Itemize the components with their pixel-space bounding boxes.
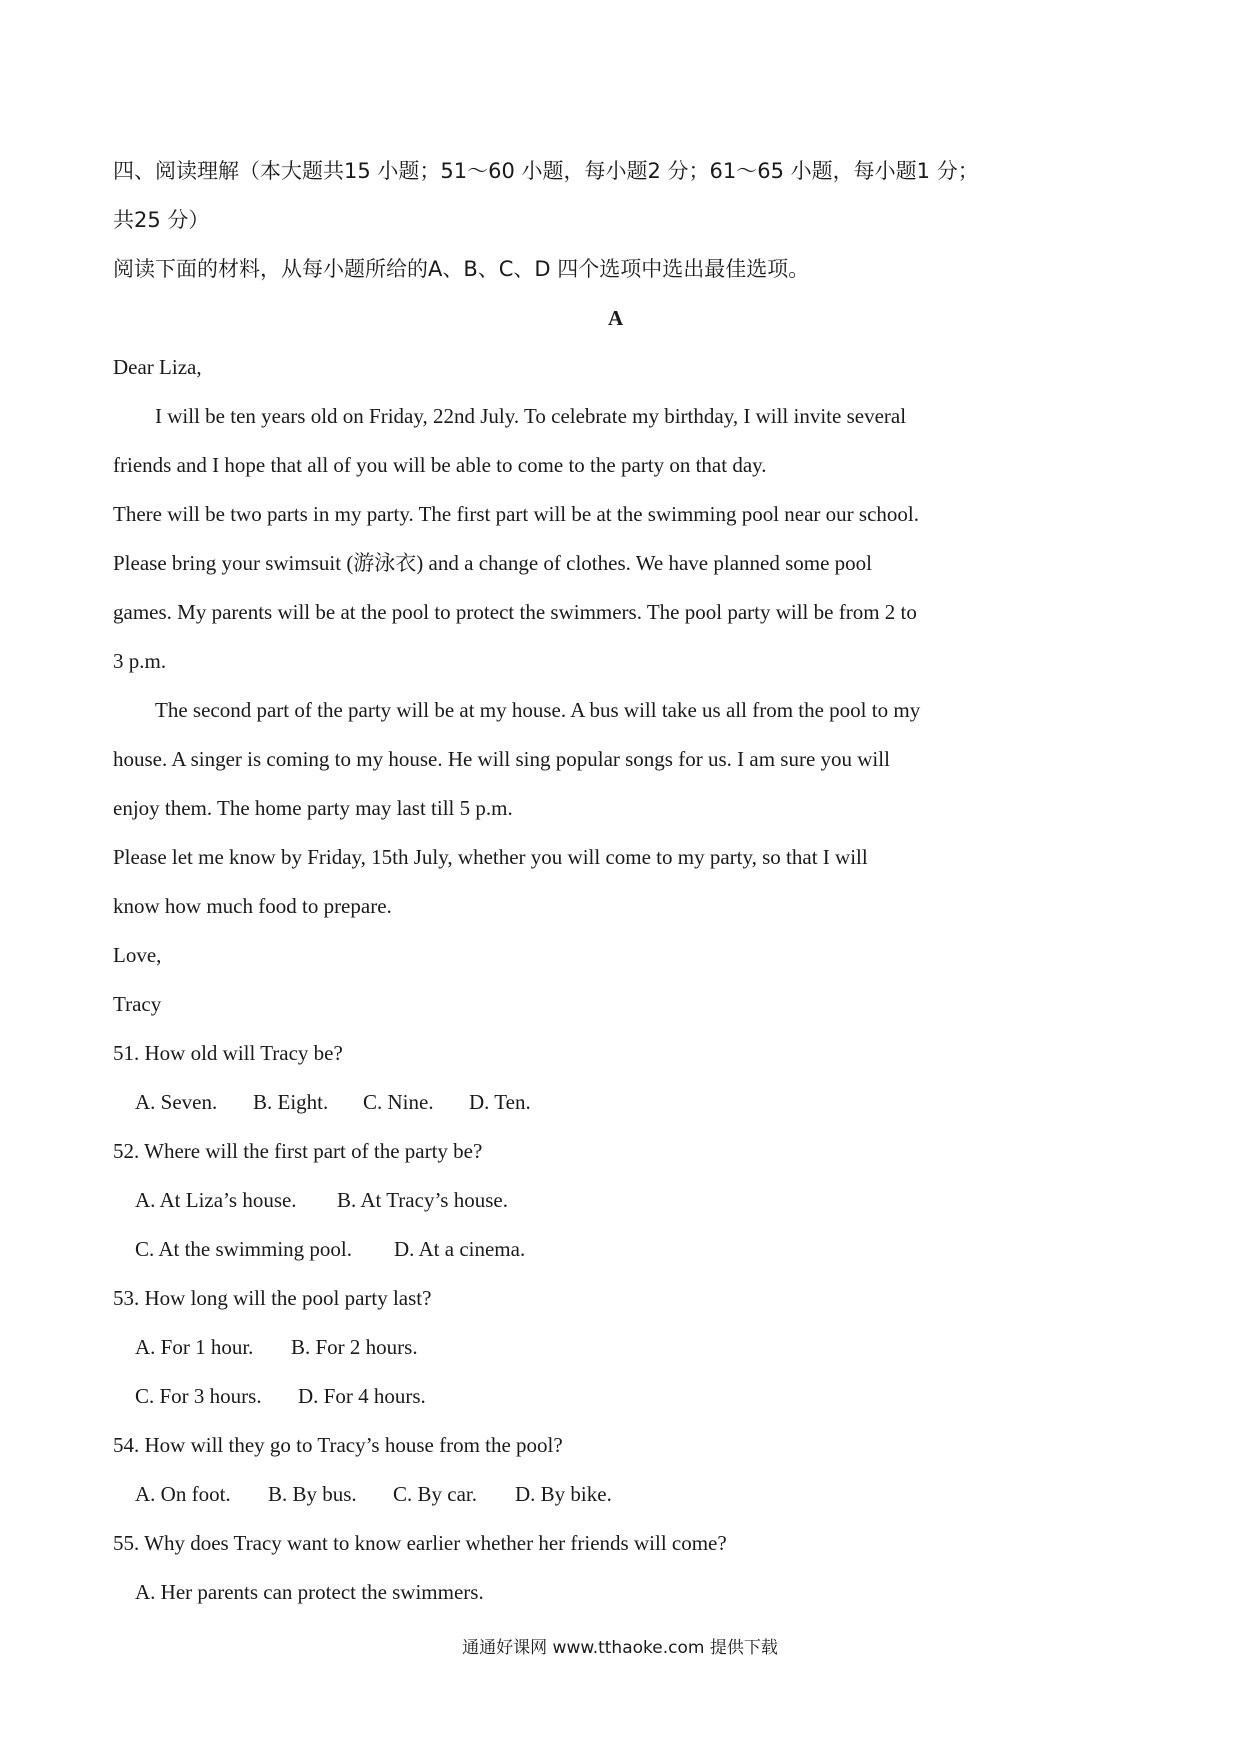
option-d: D. For 4 hours. [298, 1384, 426, 1408]
passage-line: house. A singer is coming to my house. He will sing popular songs for us. I am sure you will [113, 747, 890, 771]
option-row [135, 1088, 531, 1116]
option-a: A. For 1 hour. [135, 1335, 254, 1359]
passage-line: enjoy them. The home party may last till 5 p.m. [113, 796, 513, 820]
section-heading: 四、阅读理解（本大题共15 小题；51～60 小题，每小题2 分；61～65 小题，每小题1 分； [113, 159, 979, 183]
section-heading-continued: 共25 分） [113, 208, 210, 232]
option-a: A. On foot. [135, 1482, 231, 1506]
option-b: B. At Tracy’s house. [337, 1188, 508, 1212]
option-d: D. Ten. [469, 1090, 531, 1114]
option-d: D. At a cinema. [394, 1237, 526, 1261]
option-c: C. Nine. [363, 1090, 434, 1114]
option-c: C. For 3 hours. [135, 1384, 262, 1408]
option-c: C. By car. [393, 1482, 477, 1506]
passage-line: There will be two parts in my party. The first part will be at the swimming pool near our school. [113, 502, 919, 526]
question-stem: 52. Where will the first part of the party be? [113, 1139, 483, 1163]
option-d: D. By bike. [515, 1482, 612, 1506]
option-row [135, 1333, 418, 1361]
option-a: A. Seven. [135, 1090, 218, 1114]
question-stem: 53. How long will the pool party last? [113, 1286, 432, 1310]
passage-line: I will be ten years old on Friday, 22nd July. To celebrate my birthday, I will invite several [155, 404, 907, 428]
option-b: B. Eight. [253, 1090, 329, 1114]
option-row [135, 1235, 525, 1263]
option-b: B. For 2 hours. [291, 1335, 418, 1359]
passage-line: friends and I hope that all of you will be able to come to the party on that day. [113, 453, 767, 477]
passage-label: A [608, 306, 624, 330]
option-row [135, 1186, 508, 1214]
option-c: C. At the swimming pool. [135, 1237, 353, 1261]
option-a: A. Her parents can protect the swimmers. [135, 1580, 484, 1604]
option-a: A. At Liza’s house. [135, 1188, 297, 1212]
option-row [135, 1382, 426, 1410]
option-b: B. By bus. [268, 1482, 357, 1506]
option-row [135, 1480, 612, 1508]
question-stem: 55. Why does Tracy want to know earlier whether her friends will come? [113, 1531, 727, 1555]
passage-line: The second part of the party will be at my house. A bus will take us all from the pool to my [155, 698, 921, 722]
letter-greeting: Dear Liza, [113, 355, 202, 379]
passage-line: Please let me know by Friday, 15th July, whether you will come to my party, so that I will [113, 845, 868, 869]
section-instruction: 阅读下面的材料，从每小题所给的A、B、C、D 四个选项中选出最佳选项。 [113, 257, 810, 281]
question-stem: 54. How will they go to Tracy’s house from the pool? [113, 1433, 563, 1457]
letter-closing: Love, [113, 943, 162, 967]
passage-line: games. My parents will be at the pool to protect the swimmers. The pool party will be from 2 to [113, 600, 917, 624]
question-stem: 51. How old will Tracy be? [113, 1041, 343, 1065]
passage-line: Please bring your swimsuit (游泳衣) and a change of clothes. We have planned some pool [113, 551, 872, 575]
passage-line: know how much food to prepare. [113, 894, 392, 918]
footer-watermark: 通通好课网 www.tthaoke.com 提供下载 [462, 1638, 778, 1658]
letter-signature: Tracy [113, 992, 162, 1016]
option-row [135, 1578, 484, 1606]
passage-line: 3 p.m. [113, 649, 167, 673]
